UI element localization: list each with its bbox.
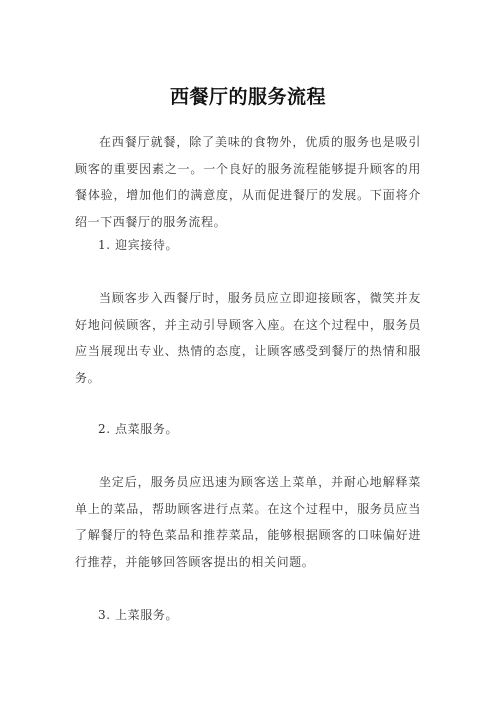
section-heading-serving: 3. 上菜服务。: [98, 608, 179, 622]
intro-paragraph: 在西餐厅就餐，除了美味的食物外，优质的服务也是吸引顾客的重要因素之一。一个良好的服务流程能够提升顾客的用餐体验，增加他们的满意度，从而促进餐厅的发展。下面将介绍一下西餐厅的服务流程。: [75, 135, 421, 229]
section-body-welcome: 当顾客步入西餐厅时，服务员应立即迎接顾客，微笑并友好地问候顾客，并主动引导顾客入座。在这个过程中，服务员应当展现出专业、热情的态度，让顾客感受到餐厅的热情和服务。: [75, 291, 421, 385]
section-body-ordering: 坐定后，服务员应迅速为顾客送上菜单，并耐心地解释菜单上的菜品，帮助顾客进行点菜。在这个过程中，服务员应当了解餐厅的特色菜品和推荐菜品，能够根据顾客的口味偏好进行推荐，并能够回答顾客提出的相关问题。: [75, 475, 421, 569]
page-title: 西餐厅的服务流程: [169, 86, 326, 108]
section-heading-ordering: 2. 点菜服务。: [98, 422, 179, 436]
section-heading-welcome: 1. 迎宾接待。: [98, 238, 179, 252]
